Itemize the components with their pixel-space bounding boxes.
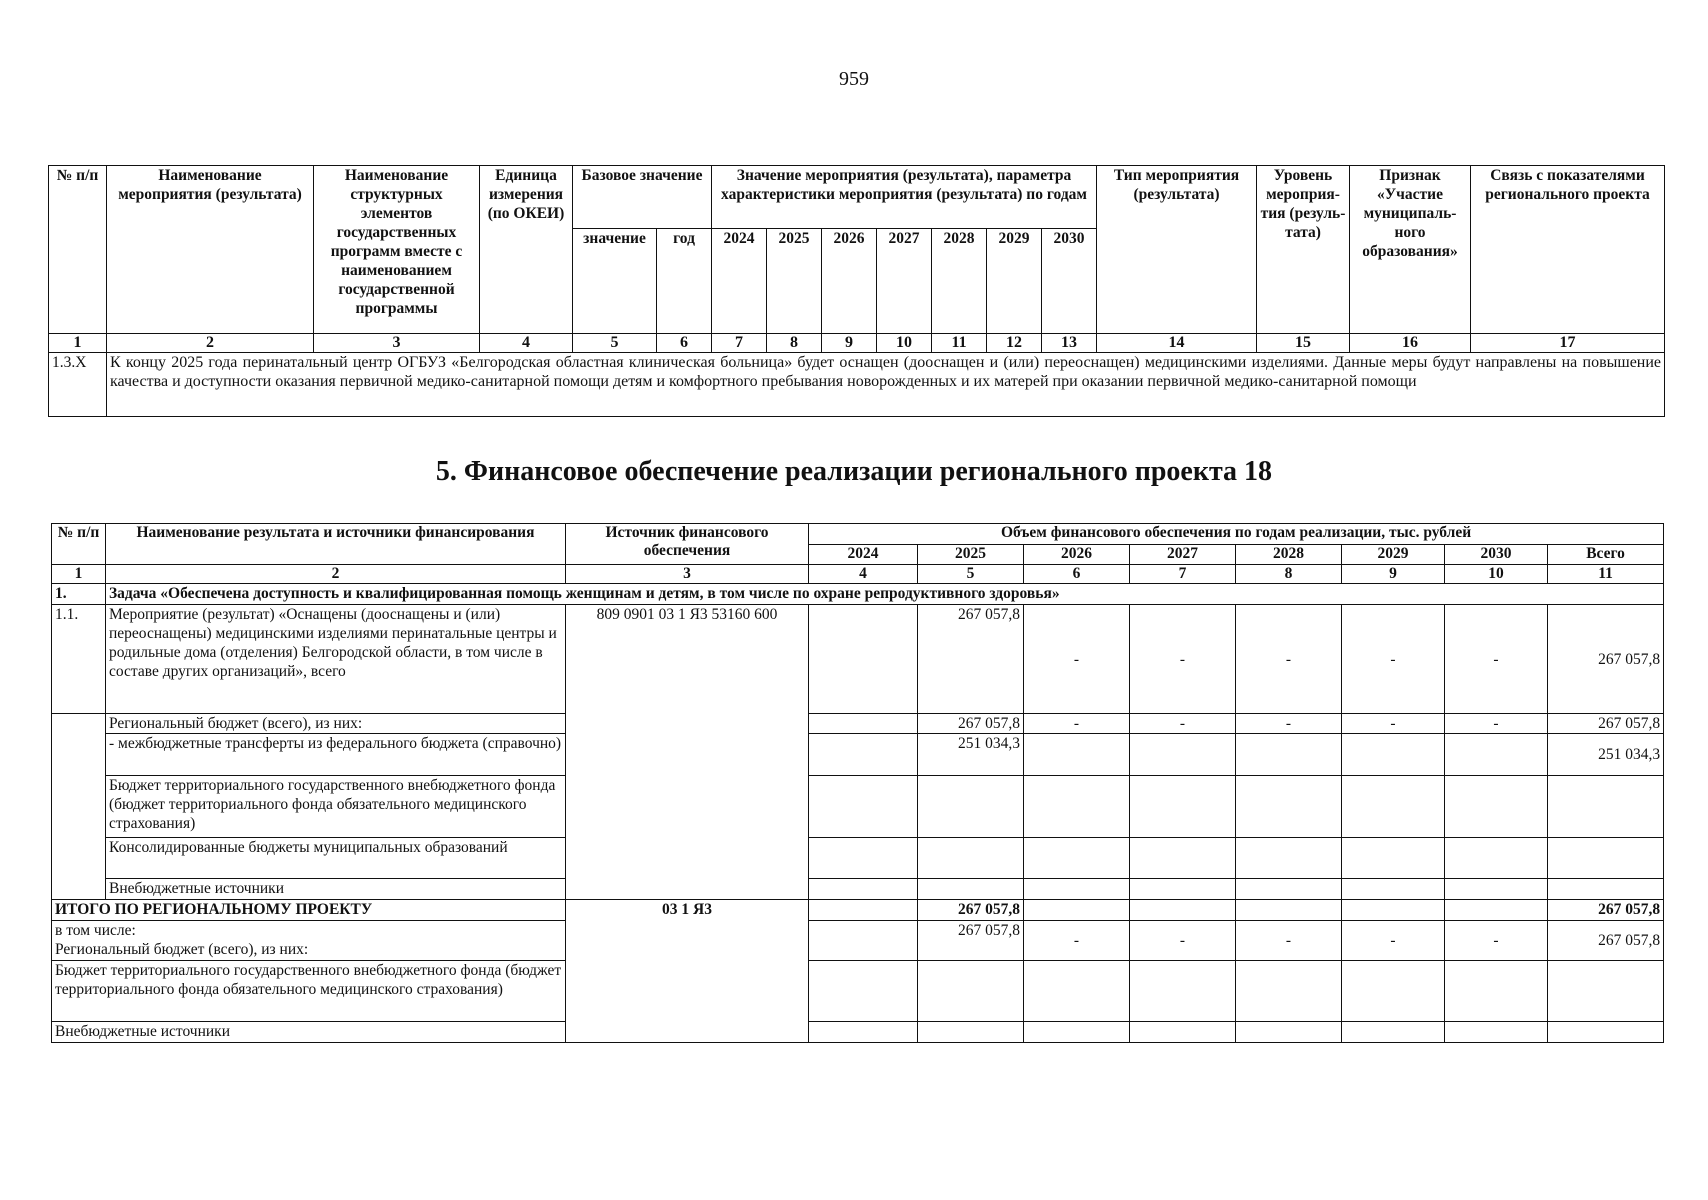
cell-2026: - (1024, 605, 1130, 714)
measure-description: К концу 2025 года перинатальный центр ОГБУЗ «Белгородская областная клиническая больница» будет оснащен (дооснащен и (или) переоснащен) медицинскими изделиями. Данные меры будут направлены на повышение качества и доступности оказания первичной медико-санитарной помощи детям и комфортного пребывания новорожденных и их матерей при оказании первичной медико-санитарной помощи (107, 353, 1665, 417)
header-base-value-value: значение (573, 229, 657, 334)
subrow-name: Региональный бюджет (всего), из них: (106, 714, 566, 734)
header-year: 2028 (932, 229, 987, 334)
subrow-name: Внебюджетные источники (106, 879, 566, 900)
cell-2029 (1342, 961, 1445, 1022)
column-number: 9 (1342, 565, 1445, 584)
cell-2025 (918, 776, 1024, 838)
cell-2027 (1130, 734, 1236, 776)
cell-2027: - (1130, 714, 1236, 734)
column-number: 4 (480, 334, 573, 353)
cell-2030 (1445, 1022, 1548, 1043)
cell-2024 (809, 961, 918, 1022)
header-num: № п/п (49, 166, 107, 334)
header-level: Уровень мероприя-тия (резуль-тата) (1257, 166, 1350, 334)
cell-2029 (1342, 900, 1445, 921)
cell-2026 (1024, 961, 1130, 1022)
header-year: 2026 (822, 229, 877, 334)
cell-2029: - (1342, 714, 1445, 734)
cell-2024 (809, 879, 918, 900)
column-number: 16 (1350, 334, 1471, 353)
column-number: 10 (877, 334, 932, 353)
cell-total: 267 057,8 (1548, 900, 1664, 921)
cell-2030: - (1445, 605, 1548, 714)
header-municipal: Признак «Участие муниципаль-ного образования» (1350, 166, 1471, 334)
column-number: 7 (712, 334, 767, 353)
header-year: 2030 (1445, 545, 1548, 565)
column-number: 5 (918, 565, 1024, 584)
cell-2027: - (1130, 921, 1236, 961)
row-number: 1.3.X (49, 353, 107, 417)
cell-2024 (809, 776, 918, 838)
header-source: Источник финансового обеспечения (566, 524, 809, 565)
measures-table (48, 165, 1665, 417)
page-number: 959 (839, 68, 869, 90)
cell-2026 (1024, 734, 1130, 776)
column-number: 2 (107, 334, 314, 353)
header-base-value: Базовое значение (573, 166, 712, 229)
cell-2029 (1342, 1022, 1445, 1043)
cell-2028: - (1236, 921, 1342, 961)
column-number: 17 (1471, 334, 1665, 353)
column-number: 6 (657, 334, 712, 353)
itogo-including (52, 921, 566, 961)
column-number: 13 (1042, 334, 1097, 353)
cell-2030 (1445, 879, 1548, 900)
header-unit: Единица измерения (по ОКЕИ) (480, 166, 573, 334)
cell-2030: - (1445, 714, 1548, 734)
header-year: 2025 (918, 545, 1024, 565)
header-volume: Объем финансового обеспечения по годам реализации, тыс. рублей (809, 524, 1664, 545)
cell-total (1548, 838, 1664, 879)
cell-2029 (1342, 879, 1445, 900)
itogo-fund: Бюджет территориального государственного внебюджетного фонда (бюджет территориального фонда обязательного медицинского страхования) (52, 961, 566, 1022)
cell-total: 267 057,8 (1548, 714, 1664, 734)
cell-2025 (918, 879, 1024, 900)
cell-2028 (1236, 838, 1342, 879)
cell-2030 (1445, 734, 1548, 776)
column-number: 15 (1257, 334, 1350, 353)
item-source-code: 809 0901 03 1 Я3 53160 600 (566, 605, 809, 900)
cell-2030 (1445, 838, 1548, 879)
cell-2025: 251 034,3 (918, 734, 1024, 776)
item-name: Мероприятие (результат) «Оснащены (дооснащены и (или) переоснащены) медицинскими изделиями перинатальные центры и родильные дома (отделения) Белгородской области, в том числе в составе других организаций», всего (106, 605, 566, 714)
header-total: Всего (1548, 545, 1664, 565)
cell-2026 (1024, 900, 1130, 921)
header-year: 2026 (1024, 545, 1130, 565)
subrow-name: Консолидированные бюджеты муниципальных образований (106, 838, 566, 879)
header-result-name: Наименование результата и источники финансирования (106, 524, 566, 565)
cell-2028 (1236, 776, 1342, 838)
column-number: 4 (809, 565, 918, 584)
cell-2026 (1024, 838, 1130, 879)
header-measure-name: Наименование мероприятия (результата) (107, 166, 314, 334)
cell-2030: - (1445, 921, 1548, 961)
cell-total: 251 034,3 (1548, 734, 1664, 776)
column-number: 1 (49, 334, 107, 353)
cell-2026 (1024, 776, 1130, 838)
cell-2028 (1236, 900, 1342, 921)
cell-2028 (1236, 1022, 1342, 1043)
cell-2030 (1445, 961, 1548, 1022)
header-year: 2029 (987, 229, 1042, 334)
cell-2027 (1130, 961, 1236, 1022)
cell-2024 (809, 900, 918, 921)
column-number: 9 (822, 334, 877, 353)
subrow-name: - межбюджетные трансферты из федерального бюджета (справочно) (106, 734, 566, 776)
cell-total (1548, 1022, 1664, 1043)
itogo-extra-budget: Внебюджетные источники (52, 1022, 566, 1043)
cell-2028: - (1236, 605, 1342, 714)
cell-2029 (1342, 734, 1445, 776)
itogo-label: ИТОГО ПО РЕГИОНАЛЬНОМУ ПРОЕКТУ (52, 900, 566, 921)
header-structural-elements: Наименование структурных элементов государственных программ вместе с наименованием государственной программы (314, 166, 480, 334)
itogo-regional-budget-label: Региональный бюджет (всего), из них: (55, 941, 309, 958)
header-year: 2027 (1130, 545, 1236, 565)
cell-total (1548, 961, 1664, 1022)
header-base-value-year: год (657, 229, 712, 334)
cell-2029: - (1342, 605, 1445, 714)
cell-total: 267 057,8 (1548, 605, 1664, 714)
cell-2027 (1130, 776, 1236, 838)
cell-2025 (918, 838, 1024, 879)
subrow-name: Бюджет территориального государственного внебюджетного фонда (бюджет территориального фонда обязательного медицинского страхования) (106, 776, 566, 838)
task-title: Задача «Обеспечена доступность и квалифицированная помощь женщинам и детям, в том числе по охране репродуктивного здоровья» (106, 584, 1664, 605)
cell-2026: - (1024, 714, 1130, 734)
cell-2025 (918, 1022, 1024, 1043)
section-title: 5. Финансовое обеспечение реализации регионального проекта 18 (435, 456, 1273, 487)
cell-2027 (1130, 900, 1236, 921)
cell-2030 (1445, 900, 1548, 921)
cell-2029 (1342, 838, 1445, 879)
task-number: 1. (52, 584, 106, 605)
cell-2026: - (1024, 921, 1130, 961)
cell-2026 (1024, 1022, 1130, 1043)
column-number: 8 (767, 334, 822, 353)
header-year: 2025 (767, 229, 822, 334)
item-number-empty (52, 714, 106, 900)
financing-table (51, 523, 1664, 1043)
cell-2027: - (1130, 605, 1236, 714)
cell-2028: - (1236, 714, 1342, 734)
cell-2024 (809, 734, 918, 776)
cell-2024 (809, 921, 918, 961)
cell-2027 (1130, 879, 1236, 900)
cell-2024 (809, 714, 918, 734)
header-year: 2030 (1042, 229, 1097, 334)
header-type: Тип мероприятия (результата) (1097, 166, 1257, 334)
column-number: 1 (52, 565, 106, 584)
header-year: 2024 (809, 545, 918, 565)
header-num: № п/п (52, 524, 106, 565)
itogo-including-line: в том числе: (55, 922, 136, 939)
item-number: 1.1. (52, 605, 106, 714)
column-number: 14 (1097, 334, 1257, 353)
cell-total: 267 057,8 (1548, 921, 1664, 961)
cell-2025 (918, 961, 1024, 1022)
header-year: 2028 (1236, 545, 1342, 565)
cell-2025: 267 057,8 (918, 900, 1024, 921)
cell-2026 (1024, 879, 1130, 900)
cell-2027 (1130, 838, 1236, 879)
cell-2028 (1236, 879, 1342, 900)
column-number: 3 (314, 334, 480, 353)
cell-2028 (1236, 734, 1342, 776)
column-number: 8 (1236, 565, 1342, 584)
column-number: 12 (987, 334, 1042, 353)
header-year: 2027 (877, 229, 932, 334)
column-number: 7 (1130, 565, 1236, 584)
column-number: 11 (932, 334, 987, 353)
column-number: 10 (1445, 565, 1548, 584)
cell-2025: 267 057,8 (918, 605, 1024, 714)
header-year: 2029 (1342, 545, 1445, 565)
cell-2025: 267 057,8 (918, 921, 1024, 961)
cell-2029 (1342, 776, 1445, 838)
itogo-source-code: 03 1 Я3 (566, 900, 809, 1043)
column-number: 11 (1548, 565, 1664, 584)
cell-2024 (809, 605, 918, 714)
cell-total (1548, 776, 1664, 838)
cell-2027 (1130, 1022, 1236, 1043)
cell-2029: - (1342, 921, 1445, 961)
cell-total (1548, 879, 1664, 900)
column-number: 2 (106, 565, 566, 584)
header-link: Связь с показателями регионального проекта (1471, 166, 1665, 334)
cell-2030 (1445, 776, 1548, 838)
column-number: 5 (573, 334, 657, 353)
cell-2024 (809, 838, 918, 879)
header-year: 2024 (712, 229, 767, 334)
cell-2024 (809, 1022, 918, 1043)
cell-2025: 267 057,8 (918, 714, 1024, 734)
header-values-by-years: Значение мероприятия (результата), параметра характеристики мероприятия (результата) по годам (712, 166, 1097, 229)
column-number: 6 (1024, 565, 1130, 584)
column-number: 3 (566, 565, 809, 584)
cell-2028 (1236, 961, 1342, 1022)
